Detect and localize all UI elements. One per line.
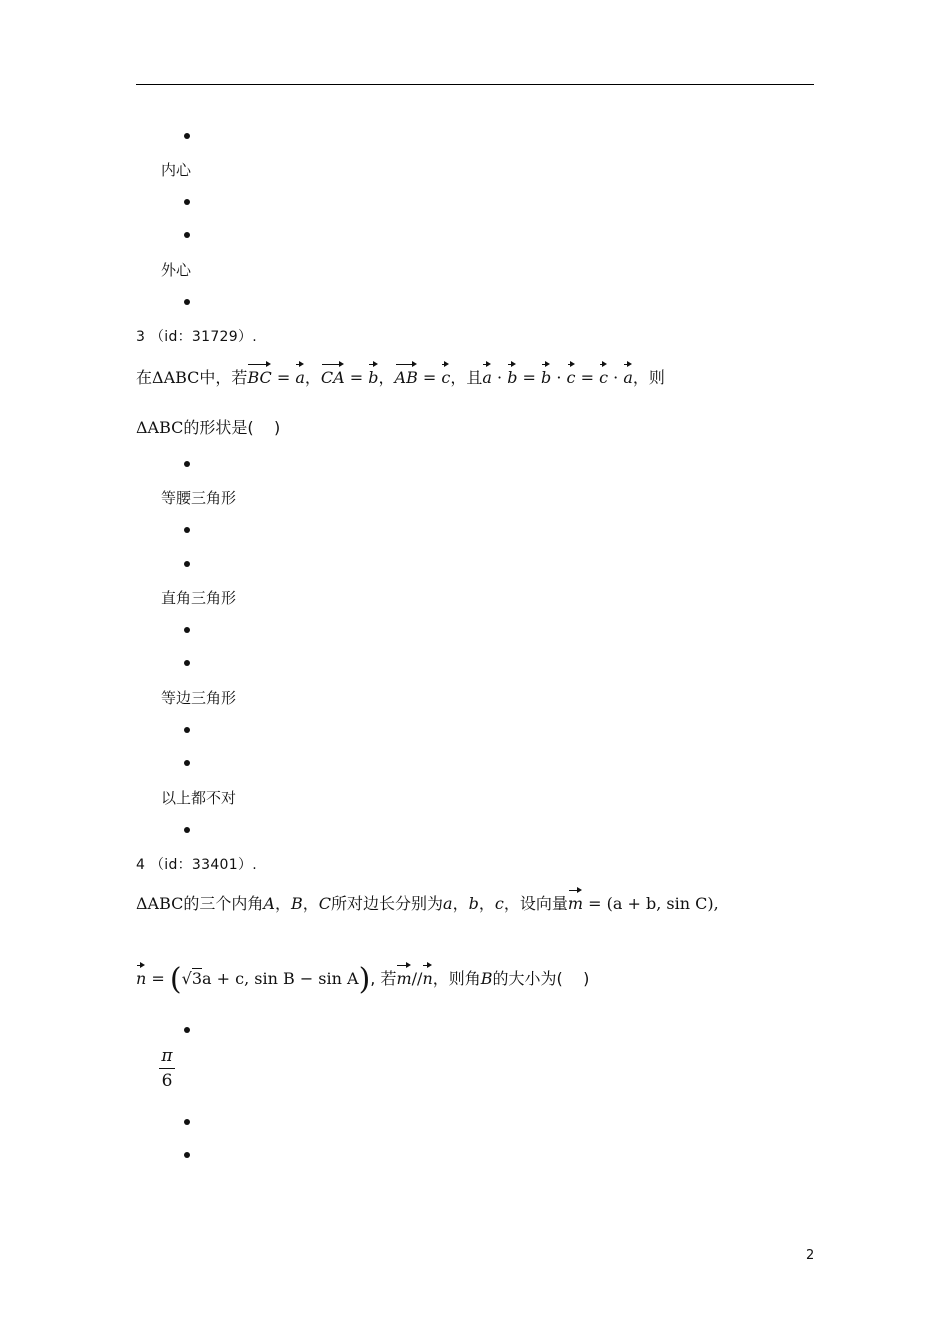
side-b: b — [468, 894, 479, 913]
triangle-symbol: ΔABC — [136, 418, 184, 437]
vector-m: m — [568, 889, 583, 915]
header-rule — [136, 84, 814, 85]
fraction-denominator: 6 — [161, 1071, 173, 1091]
equals: = — [517, 368, 542, 387]
bullet — [184, 199, 190, 205]
vector-bc: BC — [247, 363, 271, 389]
bullet — [184, 627, 190, 633]
vector-c: c — [599, 363, 608, 389]
bullet — [184, 527, 190, 533]
dot-operator: · — [551, 368, 567, 387]
vector-a: a — [295, 363, 305, 389]
text: 在 — [136, 368, 153, 387]
right-paren: ) — [358, 962, 371, 997]
question-text-line — [136, 417, 280, 439]
text: 的大小为( ) — [492, 969, 590, 988]
fraction-numerator: π — [161, 1046, 173, 1066]
fraction-pi-over-6 — [159, 1046, 175, 1091]
question-header: 3 （id：31729）. — [136, 329, 258, 345]
equals: = — [344, 368, 369, 387]
option-text: 以上都不对 — [161, 789, 237, 807]
comma: ， — [452, 894, 469, 913]
question-text-line — [136, 962, 590, 997]
bullet — [184, 232, 190, 238]
question-text-line — [136, 363, 665, 389]
option-text: 等边三角形 — [161, 689, 237, 707]
side-c: c — [494, 894, 504, 913]
bullet — [184, 561, 190, 567]
bullet — [184, 660, 190, 666]
option-text: 外心 — [161, 261, 192, 279]
equals: = — [583, 894, 607, 913]
equals: = — [575, 368, 600, 387]
vector-n-expression: a + c, sin B − sin A — [202, 969, 359, 988]
option-text: 内心 — [161, 161, 192, 179]
dot-operator: · — [608, 368, 624, 387]
bullet — [184, 1119, 190, 1125]
question-text-line — [136, 889, 719, 915]
dot-operator: · — [491, 368, 508, 387]
vector-b: b — [368, 363, 378, 389]
triangle-symbol: ΔABC — [152, 368, 200, 387]
comma: ， — [378, 368, 395, 387]
side-a: a — [443, 894, 453, 913]
comma: ， — [478, 894, 495, 913]
text: 中，若 — [199, 368, 248, 387]
comma: ， — [274, 894, 291, 913]
page-number: 2 — [806, 1248, 815, 1263]
parallel-symbol: // — [411, 969, 423, 988]
left-paren: ( — [169, 962, 182, 997]
vector-a: a — [482, 363, 492, 389]
text: ，且 — [450, 368, 483, 387]
text: ，则 — [632, 368, 665, 387]
vector-c: c — [567, 363, 576, 389]
sqrt-radicand: 3 — [191, 969, 202, 988]
vector-m-expression: (a + b, sin C), — [606, 894, 719, 913]
vector-m: m — [396, 964, 411, 990]
vector-a: a — [623, 363, 633, 389]
angle-b: B — [291, 894, 303, 913]
bullet — [184, 1027, 190, 1033]
option-text: 直角三角形 — [161, 589, 237, 607]
angle-a: A — [263, 894, 275, 913]
bullet — [184, 133, 190, 139]
vector-ca: CA — [321, 363, 345, 389]
bullet — [184, 299, 190, 305]
equals: = — [417, 368, 442, 387]
bullet — [184, 461, 190, 467]
bullet — [184, 827, 190, 833]
comma: ， — [302, 894, 319, 913]
text: , 若 — [370, 969, 397, 988]
vector-n: n — [422, 964, 432, 990]
sqrt-symbol: √ — [181, 969, 192, 988]
bullet — [184, 1152, 190, 1158]
option-text: 等腰三角形 — [161, 489, 237, 507]
equals: = — [146, 969, 170, 988]
angle-b: B — [480, 969, 493, 988]
vector-b: b — [541, 363, 551, 389]
vector-ab: AB — [395, 363, 418, 389]
equals: = — [271, 368, 296, 387]
bullet — [184, 727, 190, 733]
text: 的三个内角 — [183, 894, 264, 913]
text: 所对边长分别为 — [331, 894, 444, 913]
text: ，则角 — [432, 969, 481, 988]
vector-n: n — [136, 964, 146, 990]
comma: ， — [304, 368, 321, 387]
bullet — [184, 760, 190, 766]
vector-b: b — [507, 363, 517, 389]
angle-c: C — [318, 894, 332, 913]
vector-c: c — [441, 363, 450, 389]
text: ，设向量 — [503, 894, 568, 913]
triangle-symbol: ΔABC — [136, 894, 184, 913]
question-header: 4 （id：33401）. — [136, 857, 258, 873]
fraction-bar — [159, 1068, 175, 1069]
text: 的形状是( ) — [183, 418, 281, 437]
